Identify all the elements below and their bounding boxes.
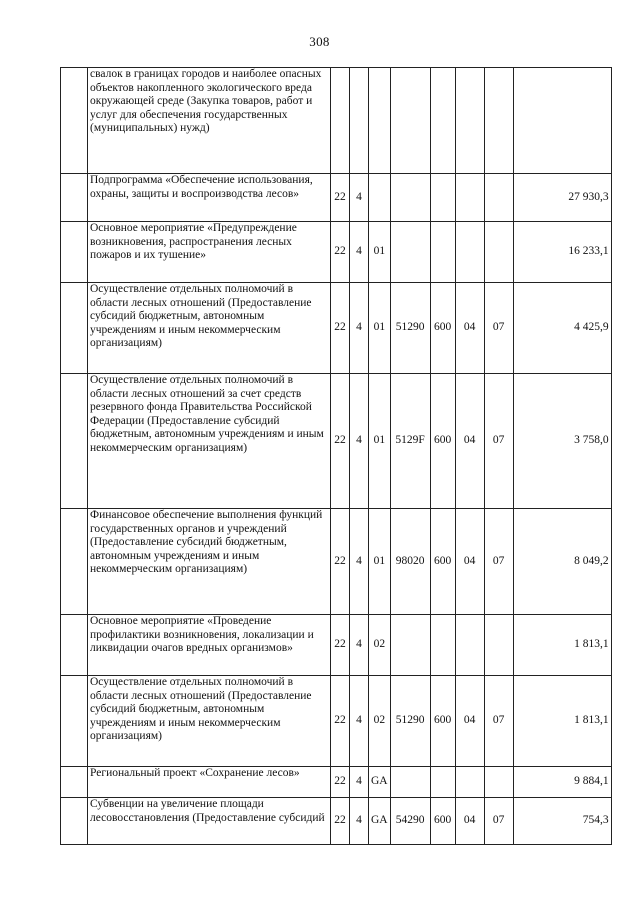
amount-cell: 9 884,1 xyxy=(513,767,611,798)
code-cell-5 xyxy=(430,615,455,676)
code-cell-1: 22 xyxy=(331,676,350,767)
code-cell-7 xyxy=(484,174,513,222)
item-name-cell xyxy=(88,767,331,798)
code-cell-2: 4 xyxy=(350,174,369,222)
code-cell-6 xyxy=(455,615,484,676)
code-cell-3: 01 xyxy=(369,222,391,283)
code-cell-3 xyxy=(369,68,391,174)
code-cell-6 xyxy=(455,174,484,222)
amount-cell: 4 425,9 xyxy=(513,283,611,374)
code-cell-5: 600 xyxy=(430,509,455,615)
table-row xyxy=(61,509,612,615)
amount-cell: 8 049,2 xyxy=(513,509,611,615)
code-cell-4 xyxy=(390,767,430,798)
code-cell-7: 07 xyxy=(484,374,513,509)
code-cell-1: 22 xyxy=(331,509,350,615)
row-number-cell xyxy=(61,615,88,676)
code-cell-5: 600 xyxy=(430,798,455,845)
code-cell-1: 22 xyxy=(331,767,350,798)
code-cell-4 xyxy=(390,68,430,174)
row-number-cell xyxy=(61,222,88,283)
budget-table xyxy=(60,67,612,845)
item-name-cell xyxy=(88,68,331,174)
item-name-cell xyxy=(88,283,331,374)
code-cell-3: 01 xyxy=(369,374,391,509)
code-cell-3: 01 xyxy=(369,509,391,615)
code-cell-7: 07 xyxy=(484,509,513,615)
code-cell-7: 07 xyxy=(484,283,513,374)
item-name-cell xyxy=(88,374,331,509)
item-name: Субвенции на увеличение площади лесовосстановления (Предоставление субсидий xyxy=(90,798,325,824)
row-number-cell xyxy=(61,374,88,509)
code-cell-2: 4 xyxy=(350,676,369,767)
item-name: свалок в границах городов и наиболее опасных объектов накопленного экологического вреда окружающей среде (Закупка товаров, работ и услуг для обеспечения государственных (муниципальных) нужд) xyxy=(90,68,322,134)
code-cell-5: 600 xyxy=(430,283,455,374)
code-cell-6: 04 xyxy=(455,798,484,845)
item-name: Финансовое обеспечение выполнения функций государственных органов и учреждений (Предоставление субсидий бюджетным, автономным учреждениям и иным некоммерческим организациям) xyxy=(90,509,323,575)
code-cell-4 xyxy=(390,222,430,283)
amount-cell: 1 813,1 xyxy=(513,676,611,767)
table-row xyxy=(61,676,612,767)
code-cell-2: 4 xyxy=(350,283,369,374)
amount-cell xyxy=(513,68,611,174)
code-cell-5 xyxy=(430,174,455,222)
code-cell-2: 4 xyxy=(350,615,369,676)
table-row xyxy=(61,374,612,509)
table-row xyxy=(61,798,612,845)
code-cell-1: 22 xyxy=(331,798,350,845)
code-cell-2: 4 xyxy=(350,798,369,845)
row-number-cell xyxy=(61,509,88,615)
code-cell-1: 22 xyxy=(331,374,350,509)
code-cell-7 xyxy=(484,615,513,676)
code-cell-5 xyxy=(430,222,455,283)
item-name-cell xyxy=(88,798,331,845)
code-cell-2 xyxy=(350,68,369,174)
code-cell-7 xyxy=(484,767,513,798)
row-number-cell xyxy=(61,174,88,222)
code-cell-2: 4 xyxy=(350,767,369,798)
code-cell-4: 54290 xyxy=(390,798,430,845)
code-cell-3: 01 xyxy=(369,283,391,374)
code-cell-6: 04 xyxy=(455,676,484,767)
item-name-cell xyxy=(88,676,331,767)
code-cell-3: 02 xyxy=(369,615,391,676)
code-cell-6 xyxy=(455,68,484,174)
code-cell-5: 600 xyxy=(430,374,455,509)
code-cell-4 xyxy=(390,174,430,222)
code-cell-2: 4 xyxy=(350,222,369,283)
amount-cell: 754,3 xyxy=(513,798,611,845)
code-cell-5 xyxy=(430,68,455,174)
code-cell-7: 07 xyxy=(484,676,513,767)
item-name: Подпрограмма «Обеспечение использования, охраны, защиты и воспроизводства лесов» xyxy=(90,174,313,200)
table-row xyxy=(61,68,612,174)
code-cell-1: 22 xyxy=(331,174,350,222)
code-cell-4: 51290 xyxy=(390,283,430,374)
code-cell-1: 22 xyxy=(331,283,350,374)
page-number: 308 xyxy=(309,34,330,49)
code-cell-7 xyxy=(484,68,513,174)
code-cell-3: 02 xyxy=(369,676,391,767)
row-number-cell xyxy=(61,767,88,798)
table-row xyxy=(61,283,612,374)
code-cell-5 xyxy=(430,767,455,798)
table-row xyxy=(61,222,612,283)
amount-cell: 3 758,0 xyxy=(513,374,611,509)
amount-cell: 1 813,1 xyxy=(513,615,611,676)
item-name-cell xyxy=(88,615,331,676)
code-cell-7: 07 xyxy=(484,798,513,845)
code-cell-6 xyxy=(455,767,484,798)
item-name: Региональный проект «Сохранение лесов» xyxy=(90,767,300,779)
code-cell-3: GA xyxy=(369,798,391,845)
row-number-cell xyxy=(61,676,88,767)
row-number-cell xyxy=(61,798,88,845)
item-name-cell xyxy=(88,222,331,283)
code-cell-1 xyxy=(331,68,350,174)
code-cell-4 xyxy=(390,615,430,676)
code-cell-3: GA xyxy=(369,767,391,798)
code-cell-6: 04 xyxy=(455,374,484,509)
code-cell-6: 04 xyxy=(455,509,484,615)
code-cell-4: 5129F xyxy=(390,374,430,509)
code-cell-2: 4 xyxy=(350,374,369,509)
table-row xyxy=(61,767,612,798)
table-row xyxy=(61,174,612,222)
item-name: Осуществление отдельных полномочий в области лесных отношений (Предоставление субсидий бюджетным, автономным учреждениям и иным некоммерческим организациям) xyxy=(90,676,312,742)
item-name-cell xyxy=(88,509,331,615)
item-name-cell xyxy=(88,174,331,222)
row-number-cell xyxy=(61,68,88,174)
item-name: Основное мероприятие «Предупреждение возникновения, распространения лесных пожаров и их тушение» xyxy=(90,222,297,261)
code-cell-7 xyxy=(484,222,513,283)
item-name: Осуществление отдельных полномочий в области лесных отношений за счет средств резервного фонда Правительства Российской Федерации (Предоставление субсидий бюджетным, автономным учреждениям и иным некоммерческим организациям) xyxy=(90,374,324,454)
code-cell-4: 98020 xyxy=(390,509,430,615)
amount-cell: 27 930,3 xyxy=(513,174,611,222)
item-name: Осуществление отдельных полномочий в области лесных отношений (Предоставление субсидий бюджетным, автономным учреждениям и иным некоммерческим организациям) xyxy=(90,283,312,349)
row-number-cell xyxy=(61,283,88,374)
item-name: Основное мероприятие «Проведение профилактики возникновения, локализации и ликвидации очагов вредных организмов» xyxy=(90,615,314,654)
code-cell-6: 04 xyxy=(455,283,484,374)
code-cell-6 xyxy=(455,222,484,283)
amount-cell: 16 233,1 xyxy=(513,222,611,283)
code-cell-4: 51290 xyxy=(390,676,430,767)
code-cell-1: 22 xyxy=(331,615,350,676)
code-cell-2: 4 xyxy=(350,509,369,615)
table-row xyxy=(61,615,612,676)
code-cell-5: 600 xyxy=(430,676,455,767)
code-cell-3 xyxy=(369,174,391,222)
code-cell-1: 22 xyxy=(331,222,350,283)
